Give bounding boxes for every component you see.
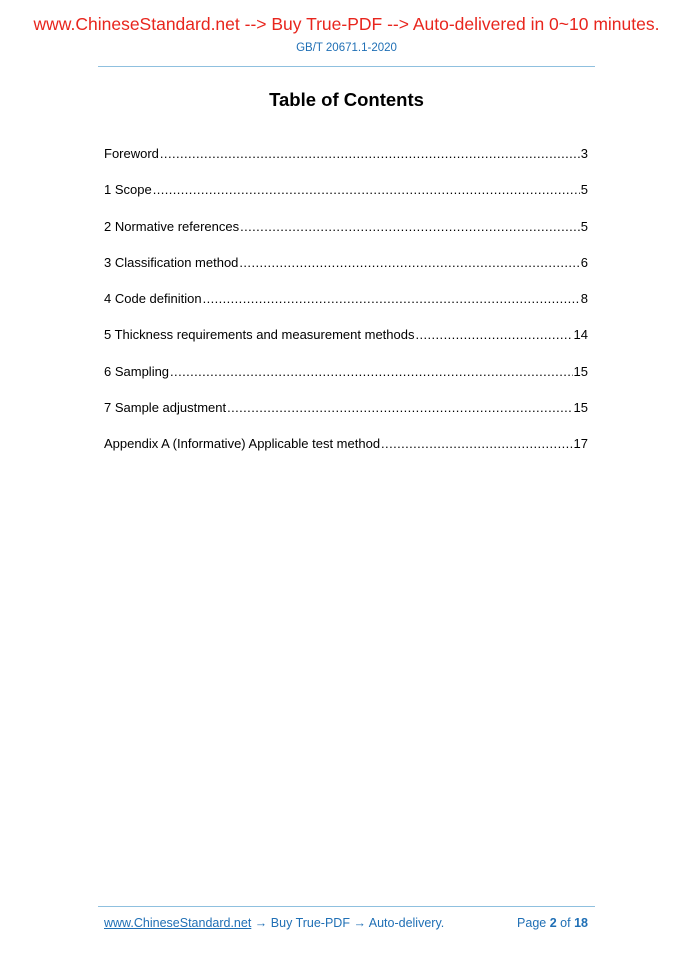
toc-title: Table of Contents — [269, 89, 424, 110]
toc-entry-label: 7 Sample adjustment — [104, 400, 227, 416]
toc-entry-page: 14 — [573, 327, 588, 343]
toc-entry-label: 1 Scope — [104, 182, 152, 198]
toc-leader-dots — [203, 289, 580, 309]
promo-banner[interactable]: www.ChineseStandard.net --> Buy True-PDF --> Auto-delivered in 0~10 minutes. — [33, 14, 660, 34]
toc-leader-dots — [227, 398, 572, 418]
total-pages: 18 — [574, 916, 588, 930]
toc-entry-page: 6 — [580, 254, 588, 270]
toc-leader-dots — [153, 180, 580, 200]
page-word: Page — [517, 916, 547, 930]
toc-entry-label: 4 Code definition — [104, 291, 202, 307]
of-word: of — [560, 916, 571, 930]
toc-entry-label: 6 Sampling — [104, 363, 170, 379]
toc-entry-sampling[interactable] — [104, 362, 588, 398]
page-number — [517, 916, 588, 930]
footer-site-link[interactable]: www.ChineseStandard.net — [104, 916, 252, 930]
page-footer — [104, 916, 588, 930]
footer-delivery-text: Auto-delivery. — [368, 916, 445, 930]
toc-entry-thickness-requirements[interactable] — [104, 325, 588, 361]
toc-entry-label: 3 Classification method — [104, 254, 239, 270]
toc-entry-appendix-a[interactable] — [104, 434, 588, 470]
toc-leader-dots — [381, 434, 572, 454]
toc-entry-code-definition[interactable] — [104, 289, 588, 325]
table-of-contents — [104, 144, 588, 471]
footer-buy-text: Buy True-PDF — [270, 916, 350, 930]
toc-entry-classification-method[interactable] — [104, 253, 588, 289]
toc-entry-label: 2 Normative references — [104, 218, 240, 234]
toc-entry-page: 3 — [580, 146, 588, 161]
toc-entry-page: 8 — [580, 291, 588, 307]
toc-entry-label: 5 Thickness requirements and measurement methods — [104, 327, 415, 343]
current-page: 2 — [549, 916, 557, 930]
document-code: GB/T 20671.1-2020 — [296, 42, 397, 54]
toc-entry-page: 17 — [573, 436, 588, 452]
toc-entry-page: 5 — [580, 218, 588, 234]
arrow-right-icon: → — [353, 916, 366, 930]
toc-entry-label: Foreword — [104, 146, 159, 161]
toc-leader-dots — [415, 325, 572, 345]
toc-leader-dots — [160, 144, 580, 164]
toc-entry-scope[interactable] — [104, 180, 588, 216]
toc-entry-page: 15 — [573, 363, 588, 379]
toc-leader-dots — [240, 217, 580, 237]
arrow-right-icon: → — [254, 916, 268, 930]
toc-entry-label: Appendix A (Informative) Applicable test method — [104, 436, 381, 452]
header-divider — [98, 66, 595, 67]
toc-leader-dots — [239, 253, 579, 273]
toc-entry-page: 15 — [573, 400, 588, 416]
toc-entry-page: 5 — [580, 182, 588, 198]
toc-entry-foreword[interactable] — [104, 144, 588, 180]
footer-divider — [98, 906, 595, 907]
toc-leader-dots — [170, 362, 572, 382]
toc-entry-sample-adjustment[interactable] — [104, 398, 588, 434]
toc-entry-normative-references[interactable] — [104, 217, 588, 253]
